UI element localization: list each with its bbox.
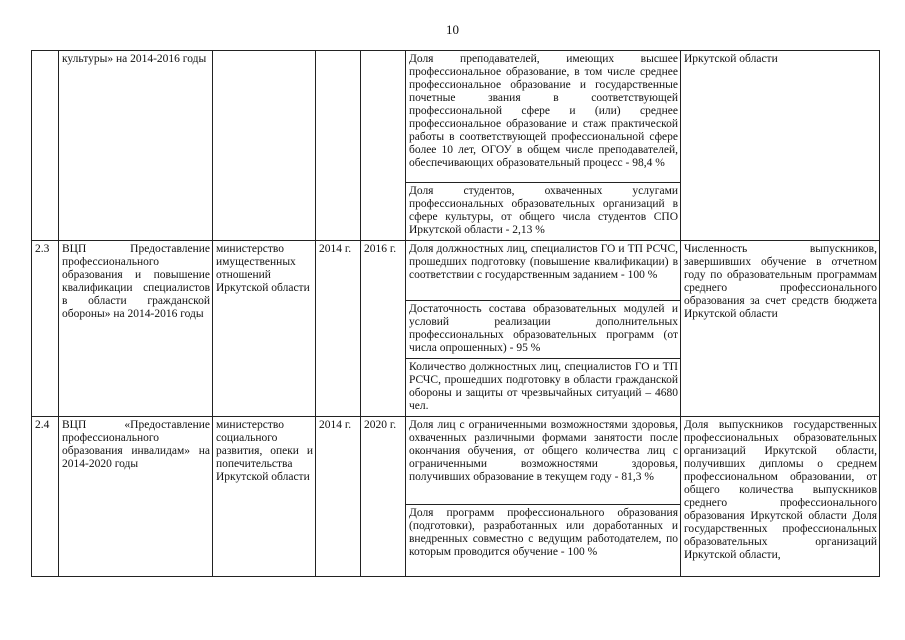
result-cell: Доля выпускников государственных профессиональных образовательных организаций Иркутской области, получивших дипломы о среднем профессиональном образовании, от общего количества выпускников среднего профессионального образования Иркутской области Доля государственных профессиональных образовательных организаций Иркутской области, [681,417,880,577]
indicator-cell: Доля программ профессионального образования (подготовки), разработанных или доработанных и внедренных совместно с ведущим работодателем, по которым проводится обучение - 100 % [406,505,681,577]
end-year: 2020 г. [361,417,406,577]
start-year: 2014 г. [316,241,361,417]
executor: министерство социального развития, опеки и попечительства Иркутской области [213,417,316,577]
table-row [32,241,880,301]
table-row [32,51,880,183]
row-number: 2.4 [32,417,59,577]
indicator-cell: Доля студентов, охваченных услугами профессиональных образовательных организаций в сфере культуры, от общего числа студентов СПО Иркутской области - 2,13 % [406,183,681,241]
result-cell: Иркутской области [681,51,880,241]
indicator-cell: Количество должностных лиц, специалистов ГО и ТП РСЧС, прошедших подготовку в области гражданской обороны и защиты от чрезвычайных ситуаций – 4680 чел. [406,359,681,417]
row-number [32,51,59,241]
table-row [32,417,880,505]
program-table [31,50,880,577]
indicator-cell: Доля лиц с ограниченными возможностями здоровья, охваченных различными формами занятости после окончания обучения, от общего количества лиц с ограниченными возможностями здоровья, получивших образование в текущем году - 81,3 % [406,417,681,505]
result-cell: Численность выпускников, завершивших обучение в отчетном году по образовательным программам среднего профессионального образования за счет средств бюджета Иркутской области [681,241,880,417]
end-year [361,51,406,241]
indicator-cell: Доля преподавателей, имеющих высшее профессиональное образование, в том числе среднее профессиональное образование и государственные почетные звания в соответствующей профессиональной сфере и (или) среднее профессиональное образование и стаж практической работы в соответствующей профессиональной сфере более 10 лет, ОГОУ в общем числе преподавателей, обеспечивающих образовательный процесс - 98,4 % [406,51,681,183]
page-number: 10 [446,22,459,37]
program-name: ВЦП «Предоставление профессионального образования инвалидам» на 2014-2020 годы [59,417,213,577]
program-name: ВЦП Предоставление профессионального образования и повышение квалификации специалистов в области гражданской обороны» на 2014-2016 годы [59,241,213,417]
start-year: 2014 г. [316,417,361,577]
row-number: 2.3 [32,241,59,417]
start-year [316,51,361,241]
indicator-cell: Достаточность состава образовательных модулей и условий реализации дополнительных профессиональных образовательных программ (от числа опрошенных) - 95 % [406,301,681,359]
executor [213,51,316,241]
executor: министерство имущественных отношений Иркутской области [213,241,316,417]
end-year: 2016 г. [361,241,406,417]
program-name: культуры» на 2014-2016 годы [59,51,213,241]
indicator-cell: Доля должностных лиц, специалистов ГО и ТП РСЧС, прошедших подготовку (повышение квалификации) в соответствии с государственным заданием - 100 % [406,241,681,301]
